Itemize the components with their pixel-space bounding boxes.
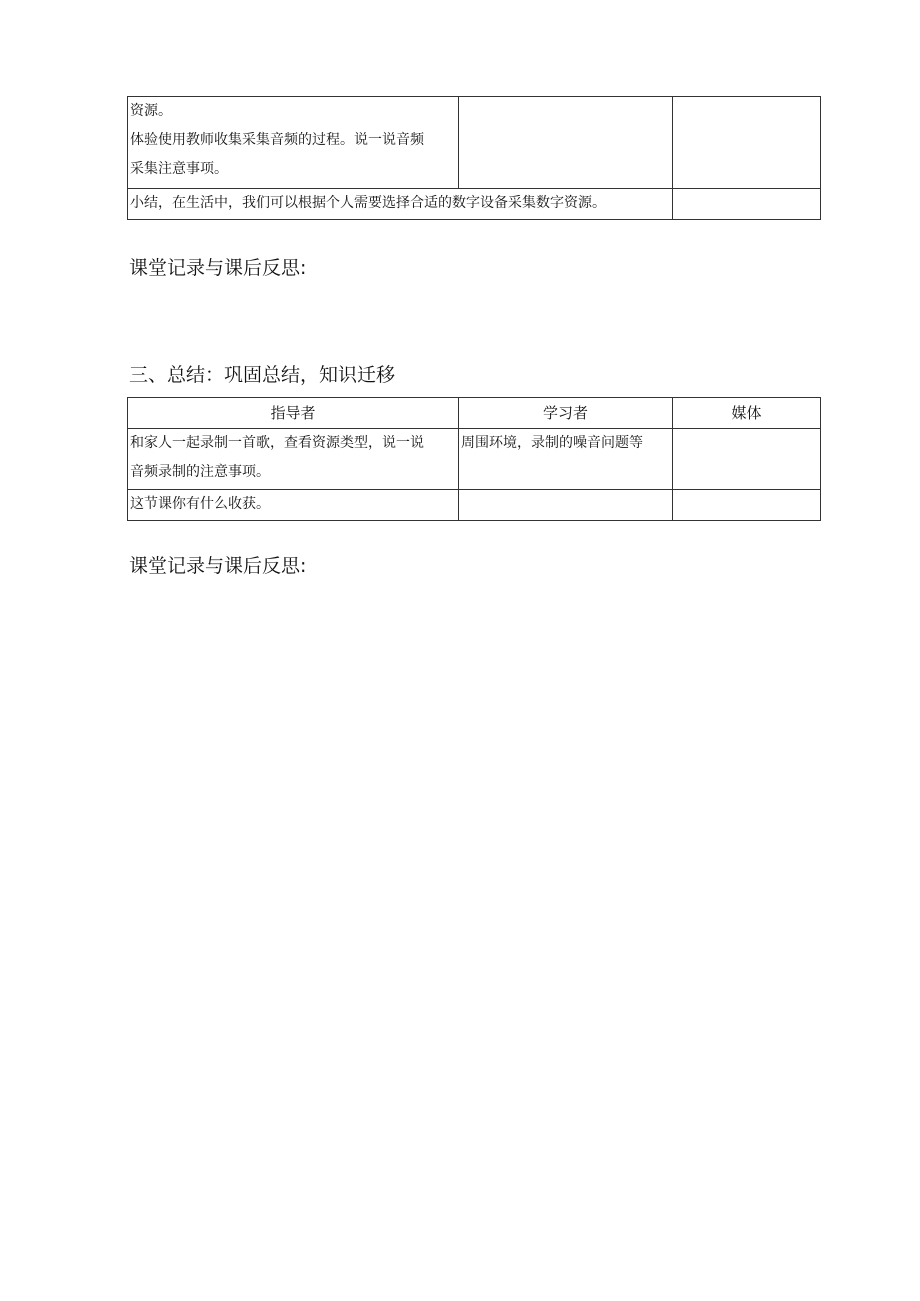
- section-title: 三、总结：巩固总结，知识迁移: [129, 364, 396, 386]
- table-cell: 这节课你有什么收获。: [128, 490, 459, 521]
- cell-text-line: 和家人一起录制一首歌，查看资源类型，说一说: [130, 435, 424, 451]
- activity-table-1: [127, 96, 821, 220]
- table-row: [128, 429, 821, 490]
- cell-text-line: 资源。: [130, 103, 172, 119]
- activity-table-2: [127, 397, 821, 521]
- cell-text-line: 音频录制的注意事项。: [130, 464, 270, 480]
- cell-text-line: 采集注意事项。: [130, 161, 228, 177]
- table-row: [128, 189, 821, 220]
- table-cell: [128, 429, 459, 490]
- table-cell: 小结，在生活中，我们可以根据个人需要选择合适的数字设备采集数字资源。: [128, 189, 673, 220]
- table-cell: [673, 490, 821, 521]
- table-cell: 周围环境，录制的噪音问题等: [459, 429, 673, 490]
- table-cell: [673, 97, 821, 189]
- reflection-heading: 课堂记录与课后反思:: [129, 555, 307, 577]
- table-cell: [128, 97, 459, 189]
- table-row: [128, 97, 821, 189]
- table-cell: [673, 189, 821, 220]
- table-row: [128, 490, 821, 521]
- table-cell: [459, 490, 673, 521]
- reflection-heading: 课堂记录与课后反思:: [129, 257, 307, 279]
- table-cell: [459, 97, 673, 189]
- column-header: 媒体: [673, 398, 821, 429]
- cell-text-line: 体验使用教师收集采集音频的过程。说一说音频: [130, 132, 424, 148]
- table-cell: [673, 429, 821, 490]
- column-header: 指导者: [128, 398, 459, 429]
- column-header: 学习者: [459, 398, 673, 429]
- table-header-row: [128, 398, 821, 429]
